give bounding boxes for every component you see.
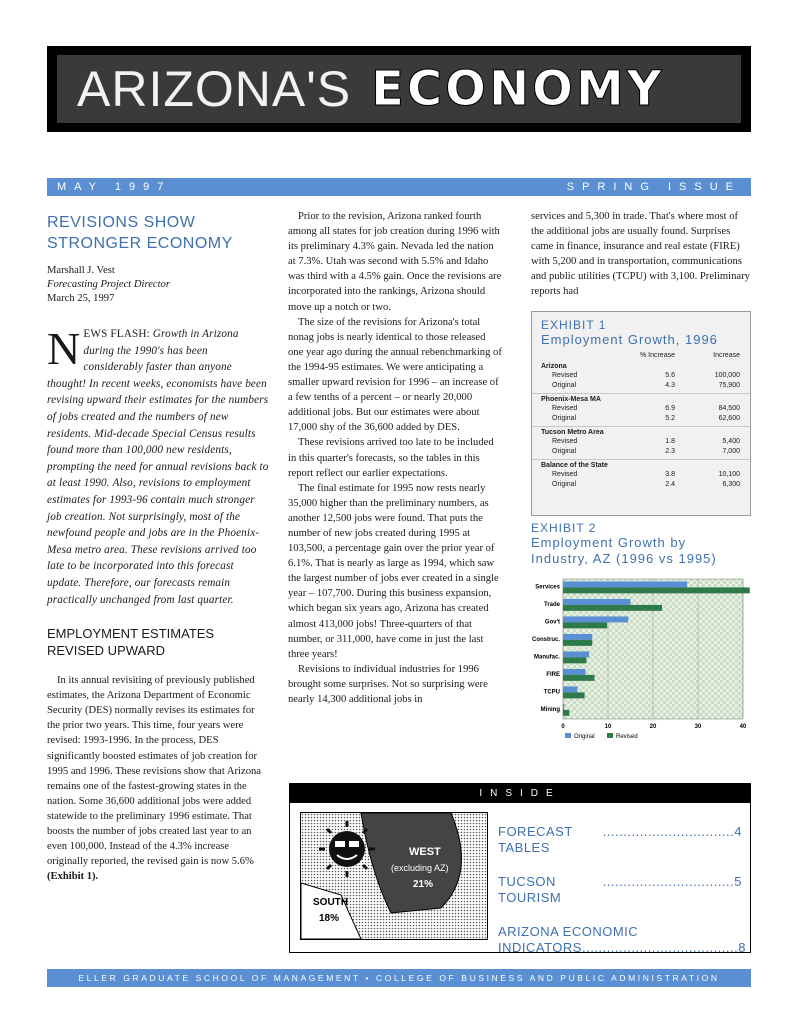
legend-label-original: Original [574, 734, 595, 740]
author-name: Marshall J. Vest [47, 265, 115, 276]
west-sublabel: (excluding AZ) [391, 863, 449, 873]
masthead-title-left: ARIZONA'S [77, 61, 352, 117]
chart-bar-revised [563, 587, 750, 593]
row-label: Original [552, 447, 577, 455]
group-label: Phoenix-Mesa MA [541, 395, 601, 403]
author-title: Forecasting Project Director [47, 279, 170, 290]
chart-bar-original [563, 634, 592, 640]
inside-contents-box [289, 783, 751, 953]
body-paragraph: Revisions to individual industries for 1996 brought some surprises. Not so surprising were nearly 14,300 additional jobs in [288, 663, 488, 705]
issue-date: MAY 1997 [57, 181, 172, 193]
table-row [532, 380, 750, 390]
table-row [532, 446, 750, 456]
exhibit-2-label: EXHIBIT 2 [531, 521, 597, 535]
section-subhead [47, 625, 269, 659]
footer-band: ELLER GRADUATE SCHOOL OF MANAGEMENT • COLLEGE OF BUSINESS AND PUBLIC ADMINISTRATION [47, 969, 751, 987]
row-label: Original [552, 414, 577, 422]
south-value: 18% [319, 913, 340, 924]
toc-item[interactable] [498, 874, 742, 906]
body-text: In its annual revisiting of previously published estimates, the Arizona Department of Economic Security (DES) normally revises its estimates for the prior two years. This time, four years were revised: 1993-1996. In the process, DES significantly boosted estimates of job creation for 1995 and 1996. These revisions show that Arizona remains one of the fastest-growing states in the nation. Some 36,600 additional jobs were added statewide to the preliminary 1996 estimate. That boosts the number of jobs created last year to an even 100,000. Instead of the 4.3% increase originally reported, the revised gain is now 5.6% [47, 675, 262, 868]
legend-swatch-revised [607, 733, 613, 738]
article-headline [47, 212, 269, 254]
chart-x-tick-label: 20 [649, 724, 657, 730]
increase-cell: 7,000 [722, 447, 740, 455]
legend-label-revised: Revised [616, 734, 638, 740]
exhibit-1-header [532, 312, 750, 350]
issue-season: SPRING ISSUE [566, 181, 741, 193]
table-of-contents [498, 824, 746, 974]
row-label: Revised [552, 404, 578, 412]
chart-bar-original [563, 651, 589, 657]
west-label: WEST [409, 846, 441, 858]
body-paragraph: The final estimate for 1995 now rests nearly 35,000 higher than the preliminary numbers, as another 12,500 jobs were found. That puts the number of new jobs created during 1995 at 103,500, a percentage gain over the prior year of 6.1%. That is nearly as large as 1994, which saw the largest number of jobs ever created in a single year – 107,700. During this business expansion, which began six years ago, Arizona has created almost 413,000 jobs! Three-quarters of that number, or 311,000, have come in just the last three years! [288, 482, 499, 660]
headline-line: STRONGER ECONOMY [47, 235, 233, 252]
exhibit-1-title: Employment Growth, 1996 [541, 332, 718, 347]
table-row [532, 403, 750, 413]
chart-category-label: Manufac. [533, 654, 560, 661]
increase-cell: 75,900 [718, 381, 740, 389]
exhibit-1-table-box [531, 311, 751, 516]
table-header-row [532, 350, 750, 360]
chart-category-label: TCPU [543, 689, 560, 696]
toc-leader: ...................................... [581, 940, 739, 955]
chart-category-label: Trade [543, 602, 560, 609]
chart-x-tick-label: 30 [694, 724, 702, 730]
toc-leader: ................................ [602, 874, 735, 889]
toc-title: TUCSON TOURISM [498, 874, 562, 905]
chart-bar-original [563, 669, 586, 675]
chart-bar-revised [563, 675, 595, 681]
headline-line: REVISIONS SHOW [47, 214, 196, 231]
toc-leader: ................................ [602, 824, 735, 839]
pct-cell: 6.9 [665, 404, 675, 412]
exhibit-1-label: EXHIBIT 1 [541, 318, 607, 332]
chart-bar-revised [563, 657, 586, 663]
increase-cell: 6,300 [722, 480, 740, 488]
toc-title: FORECAST TABLES [498, 824, 573, 855]
news-flash-text: Growth in Arizona during the 1990's has been considerably faster than anyone thought! In recent weeks, economists have been revising upward their estimates for the numbers of jobs created and the numbers of new residents. Mid-decade Special Census results found more than 100,000 new residents, prompting the need for annual revisions back to at least 1990. Also, revisions to employment estimates for 1993-96 contain much stronger job creation. Not surprisingly, most of the newfound people and jobs are in the Phoenix-Mesa metro area. These revisions arrived too late to be incorporated into this forecast update. Therefore, our forecasts remain practically unchanged from last quarter. [47, 328, 269, 606]
body-paragraph: Prior to the revision, Arizona ranked fourth among all states for job creation during 1996 with its preliminary 4.3% gain. Nevada led the nation at 7.3%. Utah was second with 5.5% and Idaho was third with a 4.5% gain. Once the revisions are incorporated into the rankings, Arizona should move up a notch or two. [288, 211, 502, 313]
toc-page: 5 [734, 874, 742, 889]
region-map-illustration [301, 813, 487, 939]
pct-cell: 2.3 [665, 447, 675, 455]
chart-bar-revised [563, 692, 585, 698]
west-value: 21% [413, 879, 434, 890]
row-label: Original [552, 381, 577, 389]
table-group-row [532, 360, 750, 370]
toc-page: 8 [738, 940, 746, 955]
chart-bar-original [563, 704, 564, 710]
exhibit-reference: (Exhibit 1). [47, 871, 99, 883]
toc-title-line: ARIZONA ECONOMIC [498, 924, 639, 939]
increase-cell: 84,500 [718, 404, 740, 412]
chart-x-tick-label: 0 [561, 724, 565, 730]
exhibit-1-table [532, 350, 750, 489]
chart-category-label: Construc. [531, 637, 560, 644]
toc-title: INDICATORS [498, 940, 582, 955]
chart-bar-revised [563, 622, 607, 628]
inside-illustration [300, 812, 488, 940]
column-1 [47, 212, 269, 884]
table-group-row [532, 459, 750, 469]
body-paragraph: services and 5,300 in trade. That's where most of the additional jobs are usually found. Surprises came in finance, insurance and real estate (FIRE) with 5,200 and in transportation, communications and public utilities (TCPU) with 3,100. Preliminary reports had [531, 211, 750, 298]
toc-item[interactable] [498, 924, 746, 956]
byline [47, 264, 269, 306]
chart-bar-revised [563, 605, 662, 611]
table-row [532, 479, 750, 489]
increase-cell: 62,600 [718, 414, 740, 422]
chart-bar-original [563, 686, 577, 692]
exhibit-2-header [531, 521, 751, 567]
pct-cell: 2.4 [665, 480, 675, 488]
inside-label: INSIDE [290, 784, 750, 803]
toc-item[interactable] [498, 824, 742, 856]
column-header: % Increase [639, 351, 675, 359]
masthead-inner [57, 55, 741, 123]
increase-cell: 10,100 [718, 470, 740, 478]
pct-cell: 1.8 [665, 437, 675, 445]
toc-page: 4 [734, 824, 742, 839]
drop-cap: N [47, 323, 81, 374]
pct-cell: 5.6 [665, 371, 675, 379]
column-3 [531, 209, 751, 300]
news-flash-paragraph [47, 323, 269, 608]
exhibit-2-bar-chart [531, 575, 751, 745]
column-2 [288, 209, 502, 707]
chart-bar-original [563, 599, 631, 605]
chart-x-tick-label: 40 [739, 724, 747, 730]
subhead-line: EMPLOYMENT ESTIMATES [47, 626, 215, 642]
row-label: Revised [552, 437, 578, 445]
table-row [532, 469, 750, 479]
row-label: Revised [552, 371, 578, 379]
pct-cell: 5.2 [665, 414, 675, 422]
exhibit-2-title-line: Industry, AZ (1996 vs 1995) [531, 551, 717, 566]
masthead-title-right: ECONOMY [371, 61, 665, 117]
increase-cell: 100,000 [714, 371, 740, 379]
article-date: March 25, 1997 [47, 293, 115, 304]
table-row [532, 370, 750, 380]
subhead-line: REVISED UPWARD [47, 643, 165, 659]
chart-category-label: Gov't [544, 619, 560, 626]
legend-swatch-original [565, 733, 571, 738]
masthead [47, 46, 751, 132]
group-label: Arizona [541, 362, 567, 370]
column-header: Increase [713, 351, 740, 359]
chart-category-label: Mining [540, 707, 560, 714]
chart-category-label: Services [535, 584, 560, 591]
exhibit-2-title-line: Employment Growth by [531, 535, 687, 550]
chart-x-tick-label: 10 [604, 724, 612, 730]
news-flash-lead: EWS FLASH: [83, 328, 150, 340]
chart-bar-original [563, 581, 687, 587]
body-paragraph: The size of the revisions for Arizona's total nonag jobs is nearly identical to those released one year ago during the annual rebenchmarking of the 1994-95 estimates. We were anticipating a smaller upward revision for 1996 – an increase of a few tenths of a percent – or nearly 20,000 additional jobs. But our estimates were about 17,000 shy of the 36,600 added by DES. [288, 316, 502, 434]
body-paragraph [47, 673, 269, 884]
increase-cell: 5,400 [722, 437, 740, 445]
table-row [532, 436, 750, 446]
pct-cell: 4.3 [665, 381, 675, 389]
table-group-row [532, 393, 750, 403]
south-label: SOUTH [313, 897, 348, 908]
chart-bar-revised [563, 710, 569, 716]
body-paragraph: These revisions arrived too late to be included in this quarter's forecasts, so the tables in this report reflect our earlier expectations. [288, 437, 494, 479]
issue-date-band [47, 178, 751, 196]
row-label: Original [552, 480, 577, 488]
table-row [532, 413, 750, 423]
row-label: Revised [552, 470, 578, 478]
table-group-row [532, 426, 750, 436]
group-label: Balance of the State [541, 461, 608, 469]
chart-bar-original [563, 616, 628, 622]
group-label: Tucson Metro Area [541, 428, 604, 436]
pct-cell: 3.8 [665, 470, 675, 478]
chart-bar-revised [563, 640, 592, 646]
chart-category-label: FIRE [546, 672, 560, 679]
